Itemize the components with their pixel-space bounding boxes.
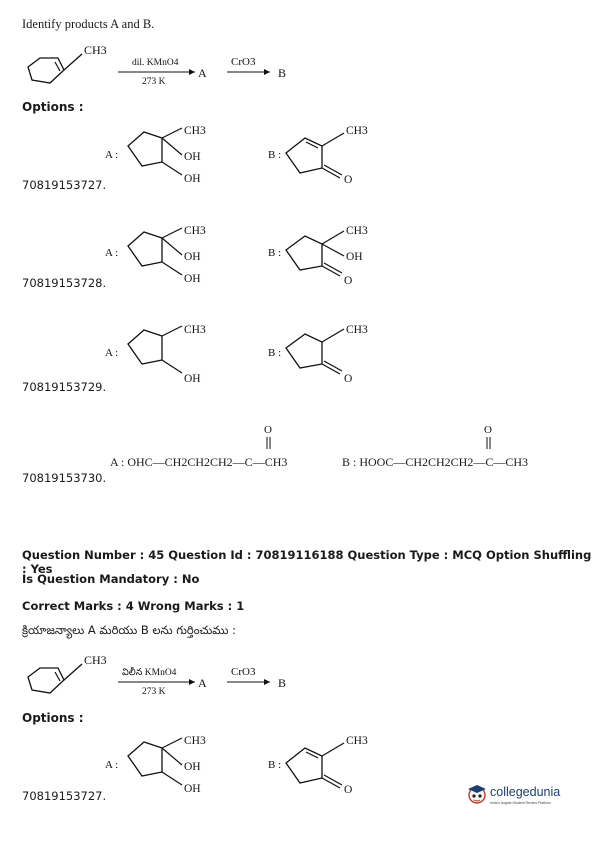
option-1-structures xyxy=(100,118,390,193)
reaction-scheme-1 xyxy=(20,40,320,95)
q2-option-1-b-label: B : xyxy=(268,759,282,771)
oh-label: OH xyxy=(184,783,201,795)
option-id-4[interactable]: 70819153730. xyxy=(22,471,107,485)
option-3-structures xyxy=(100,316,390,391)
option-1-a-label: A : xyxy=(105,149,119,161)
oh-label: OH xyxy=(184,251,201,263)
oh-label: OH xyxy=(184,373,201,385)
arrow-head-1 xyxy=(189,679,195,685)
ch3-label: CH3 xyxy=(346,125,368,137)
logo-wordmark: collegedunia xyxy=(490,785,561,799)
cyclopentane-ring xyxy=(128,232,162,266)
option-id-2[interactable]: 70819153728. xyxy=(22,276,107,290)
option-4-b-formula: B : HOOC—CH2CH2CH2—C—CH3 xyxy=(342,455,529,469)
reagent-2: CrO3 xyxy=(231,666,256,678)
product-b-label: B xyxy=(278,66,287,80)
question-meta-line-3: Correct Marks : 4 Wrong Marks : 1 xyxy=(22,599,245,613)
product-a-label: A xyxy=(198,676,207,690)
ch3-label: CH3 xyxy=(184,735,206,747)
ch3-label: CH3 xyxy=(184,324,206,336)
question-meta-line-1: Question Number : 45 Question Id : 70819116188 Question Type : MCQ Option Shuffling : Yes xyxy=(22,548,592,576)
o-label: O xyxy=(344,373,353,385)
methyl-bond xyxy=(64,54,82,70)
collegedunia-logo xyxy=(466,782,576,810)
cyclopentenone-ring xyxy=(286,748,322,783)
o-label: O xyxy=(344,784,353,796)
condition-1: 273 K xyxy=(142,687,166,697)
oh-label: OH xyxy=(184,173,201,185)
option-4-carbonyls xyxy=(240,422,570,452)
option-1-b-label: B : xyxy=(268,149,282,161)
reagent-1-telugu: విలీన KMnO4 xyxy=(122,668,177,678)
cyclopentanone-ring xyxy=(286,236,322,270)
ch3-label: CH3 xyxy=(346,225,368,237)
ch3-label: CH3 xyxy=(346,735,368,747)
carbonyl-o-b: O xyxy=(484,424,492,436)
reagent-1: dil. KMnO4 xyxy=(132,58,179,68)
options-heading: Options : xyxy=(22,100,84,114)
cyclopentenone-ring xyxy=(286,138,322,173)
oh-label: OH xyxy=(184,151,201,163)
double-bond xyxy=(55,672,60,681)
question-prompt: Identify products A and B. xyxy=(22,17,155,31)
option-2-b-label: B : xyxy=(268,247,282,259)
ch3-label: CH3 xyxy=(346,324,368,336)
product-a-label: A xyxy=(198,66,207,80)
oh-label: OH xyxy=(184,761,201,773)
oh-label: OH xyxy=(346,251,363,263)
cyclopentane-ring xyxy=(128,132,162,166)
logo-tagline: India's largest Student Review Platform xyxy=(490,801,551,805)
option-3-b-label: B : xyxy=(268,347,282,359)
question-prompt-telugu: క్రియాజన్యాలు A మరియు B లను గుర్తించుము : xyxy=(22,623,236,637)
options-heading-2: Options : xyxy=(22,711,84,725)
ch3-label: CH3 xyxy=(184,225,206,237)
option-2-a-label: A : xyxy=(105,247,119,259)
option-2-structures xyxy=(100,218,390,293)
cyclopentene-ring xyxy=(28,58,64,83)
methyl-label: CH3 xyxy=(84,653,107,667)
cyclopentanone-ring xyxy=(286,334,322,368)
cyclopentane-ring xyxy=(128,330,162,364)
graduate-mascot-icon xyxy=(466,782,488,806)
cyclopentane-ring xyxy=(128,742,162,776)
reagent-2: CrO3 xyxy=(231,56,256,68)
o-label: O xyxy=(344,275,353,287)
question-meta-line-2: Is Question Mandatory : No xyxy=(22,572,200,586)
option-id-3[interactable]: 70819153729. xyxy=(22,380,107,394)
product-b-label: B xyxy=(278,676,287,690)
option-id-1[interactable]: 70819153727. xyxy=(22,178,107,192)
methyl-bond xyxy=(64,664,82,680)
arrow-head-2 xyxy=(264,69,270,75)
arrow-head-1 xyxy=(189,69,195,75)
cyclopentene-ring xyxy=(28,668,64,693)
carbonyl-o-a: O xyxy=(264,424,272,436)
option-3-a-label: A : xyxy=(105,347,119,359)
ch3-label: CH3 xyxy=(184,125,206,137)
arrow-head-2 xyxy=(264,679,270,685)
option-4-a-formula: A : OHC—CH2CH2CH2—C—CH3 xyxy=(110,455,288,469)
q2-option-1-a-label: A : xyxy=(105,759,119,771)
oh-label: OH xyxy=(184,273,201,285)
q2-option-1-structures xyxy=(100,728,390,803)
q2-option-id-1[interactable]: 70819153727. xyxy=(22,789,107,803)
double-bond xyxy=(55,62,60,71)
condition-1: 273 K xyxy=(142,77,166,87)
methyl-label: CH3 xyxy=(84,43,107,57)
o-label: O xyxy=(344,174,353,186)
reaction-scheme-2 xyxy=(20,650,320,705)
